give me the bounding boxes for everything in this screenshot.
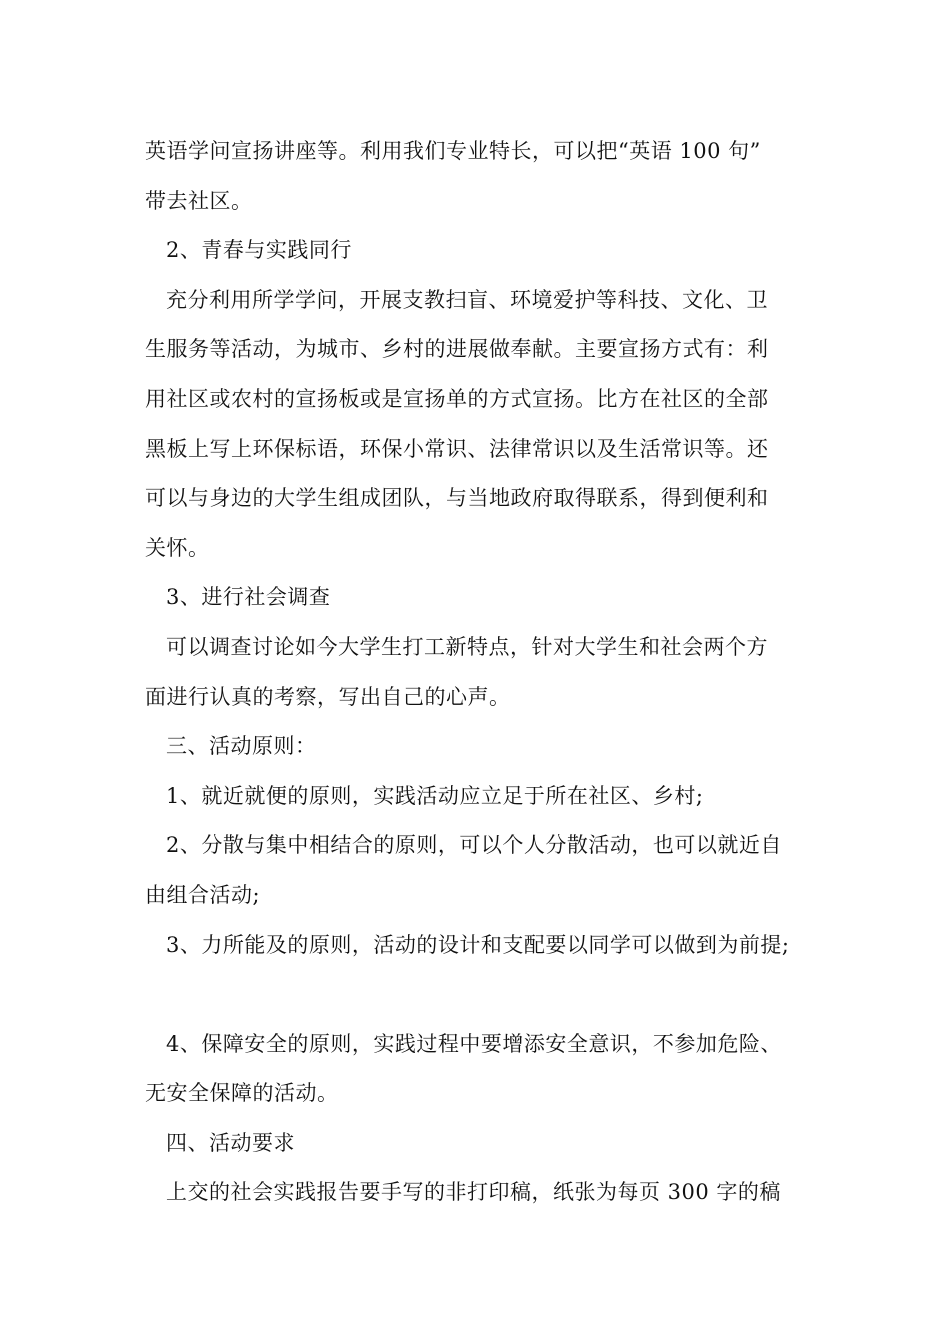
text-line: 带去社区。 [145,188,253,213]
blank-line [145,970,825,1020]
document-body [145,127,825,1218]
list-item: 4、保障安全的原则，实践过程中要增添安全意识，不参加危险、 [166,1031,782,1056]
list-item: 2、分散与集中相结合的原则，可以个人分散活动，也可以就近自 [166,833,782,858]
section-heading: 四、活动要求 [166,1130,295,1155]
section-heading: 3、进行社会调查 [166,585,331,610]
text-line: 由组合活动; [145,882,261,907]
list-item: 3、力所能及的原则，活动的设计和支配要以同学可以做到为前提; [166,932,790,957]
text-line: 无安全保障的活动。 [145,1081,339,1106]
text-line: 关怀。 [145,535,210,560]
section-heading: 三、活动原则： [166,734,317,759]
text-line: 充分利用所学学问，开展支教扫盲、环境爱护等科技、文化、卫 [166,287,768,312]
text-line: 英语学问宣扬讲座等。利用我们专业特长，可以把“英语 100 句” [145,139,761,163]
section-heading: 2、青春与实践同行 [166,238,352,263]
text-line: 可以调查讨论如今大学生打工新特点，针对大学生和社会两个方 [166,634,768,659]
text-line: 可以与身边的大学生组成团队，与当地政府取得联系，得到便利和 [145,486,769,511]
text-line: 面进行认真的考察，写出自己的心声。 [145,684,511,709]
text-line: 用社区或农村的宣扬板或是宣扬单的方式宣扬。比方在社区的全部 [145,386,769,411]
list-item: 1、就近就便的原则，实践活动应立足于所在社区、乡村; [166,783,704,808]
text-line: 生服务等活动，为城市、乡村的进展做奉献。主要宣扬方式有：利 [145,337,769,362]
text-line: 上交的社会实践报告要手写的非打印稿，纸张为每页 300 字的稿 [166,1180,781,1205]
text-line: 黑板上写上环保标语，环保小常识、法律常识以及生活常识等。还 [145,436,769,461]
